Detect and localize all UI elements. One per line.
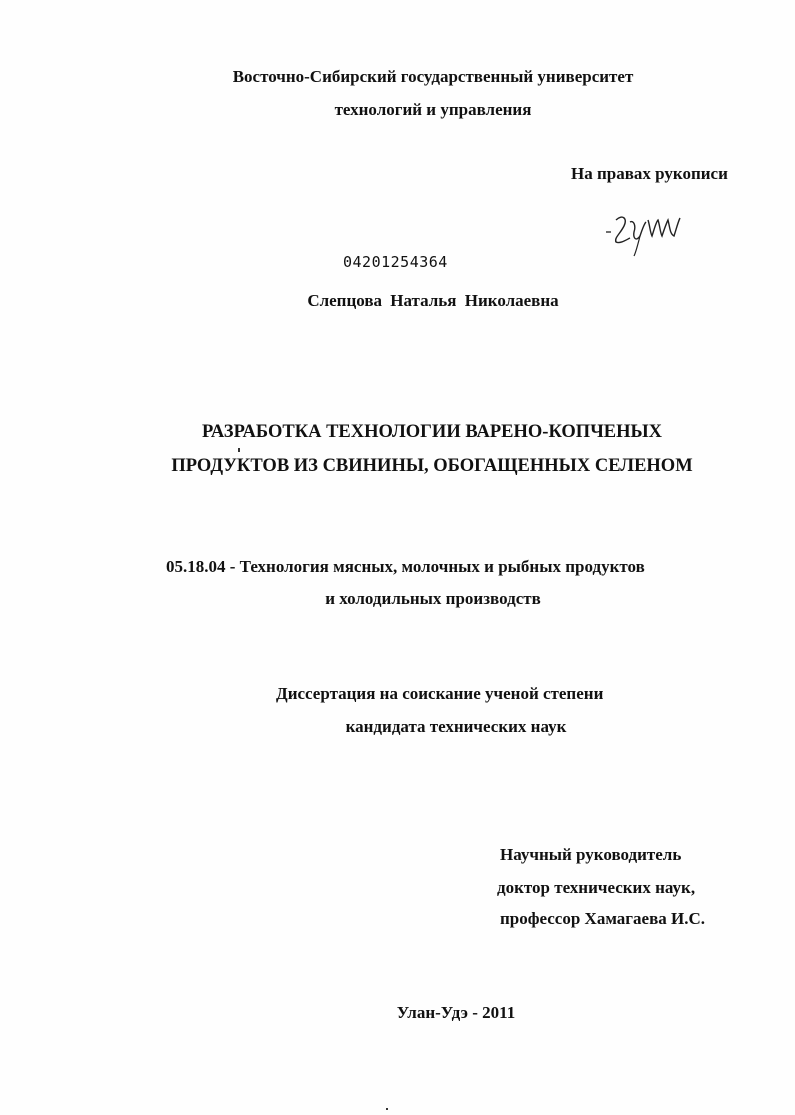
scan-speck — [238, 448, 240, 452]
dissertation-note-line2: кандидата технических наук — [345, 717, 567, 736]
university-name-line2: технологий и управления — [334, 100, 532, 119]
thesis-title-line2: ПРОДУКТОВ ИЗ СВИНИНЫ, ОБОГАЩЕННЫХ СЕЛЕНОМ — [171, 456, 693, 476]
dissertation-note-line1: Диссертация на соискание ученой степени — [276, 684, 604, 703]
manuscript-note: На правах рукописи — [571, 164, 728, 183]
author-name: Слепцова Наталья Николаевна — [307, 291, 559, 310]
catalog-number: 04201254364 — [343, 253, 448, 271]
specialty-line2: и холодильных производств — [325, 589, 541, 608]
university-name-line1: Восточно-Сибирский государственный университет — [232, 67, 634, 86]
handwritten-signature-icon — [604, 208, 684, 260]
supervisor-name: профессор Хамагаева И.С. — [500, 909, 705, 928]
specialty-line1: 05.18.04 - Технология мясных, молочных и рыбных продуктов — [166, 557, 645, 576]
city-year: Улан-Удэ - 2011 — [396, 1003, 516, 1022]
thesis-title-line1: РАЗРАБОТКА ТЕХНОЛОГИИ ВАРЕНО-КОПЧЕНЫХ — [201, 422, 663, 442]
supervisor-degree: доктор технических наук, — [497, 878, 696, 897]
scan-speck — [386, 1108, 388, 1110]
supervisor-role: Научный руководитель — [500, 845, 682, 864]
